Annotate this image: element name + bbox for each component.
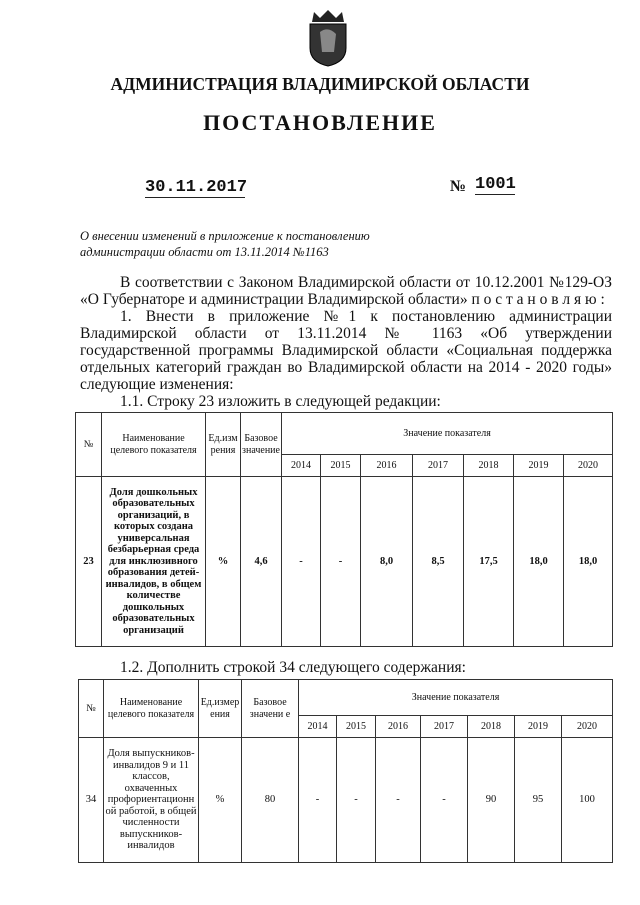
row-base: 80 <box>242 738 299 863</box>
row-value: 100 <box>562 738 613 863</box>
document-subject <box>80 228 370 260</box>
header-values: Значение показателя <box>299 680 613 716</box>
paragraph-2: 1. Внести в приложение №1 к постановлению администрации Владимирской области от 13.11.2014 № 1163 «Об утверждении государственной программы Владимирской области «Социальная поддержка отдельных категорий граждан во Владимирской области на 2014 - 2020 годы» следующие изменения: <box>80 308 612 393</box>
row-value: 18,0 <box>514 477 564 647</box>
row-value: 95 <box>515 738 562 863</box>
row-num: 23 <box>76 477 102 647</box>
organization-name: АДМИНИСТРАЦИЯ ВЛАДИМИРСКОЙ ОБЛАСТИ <box>110 74 530 94</box>
subject-line: О внесении изменений в приложение к постановлению <box>80 229 370 243</box>
row-unit: % <box>206 477 241 647</box>
number-label: № <box>450 178 467 195</box>
document-type: ПОСТАНОВЛЕНИЕ <box>203 110 437 135</box>
subject-line: администрации области от 13.11.2014 №1163 <box>80 245 329 259</box>
row-value: - <box>321 477 361 647</box>
document-body <box>75 274 612 863</box>
year-header: 2020 <box>562 716 613 738</box>
row-value: - <box>299 738 337 863</box>
year-header: 2014 <box>299 716 337 738</box>
row-value: 18,0 <box>564 477 613 647</box>
row-value: - <box>282 477 321 647</box>
row-value: - <box>376 738 421 863</box>
year-header: 2018 <box>468 716 515 738</box>
document-number: 1001 <box>475 175 516 194</box>
row-value: - <box>337 738 376 863</box>
header-base: Базовое значение <box>241 413 282 477</box>
row-value: 17,5 <box>464 477 514 647</box>
document-date: 30.11.2017 <box>145 178 248 197</box>
row-value: 90 <box>468 738 515 863</box>
table-row-23 <box>75 412 613 647</box>
year-header: 2020 <box>564 455 613 477</box>
row-num: 34 <box>79 738 104 863</box>
header-name: Наименование целевого показателя <box>104 680 199 738</box>
section-1-2: 1.2. Дополнить строкой 34 следующего содержания: <box>120 659 466 676</box>
year-header: 2019 <box>515 716 562 738</box>
row-unit: % <box>199 738 242 863</box>
year-header: 2017 <box>413 455 464 477</box>
row-value: - <box>421 738 468 863</box>
row-base: 4,6 <box>241 477 282 647</box>
section-1-1: 1.1. Строку 23 изложить в следующей редакции: <box>120 393 441 410</box>
header-name: Наименование целевого показателя <box>102 413 206 477</box>
header-num: № <box>79 680 104 738</box>
header-unit: Ед.изм рения <box>206 413 241 477</box>
header-values: Значение показателя <box>282 413 613 455</box>
row-name: Доля дошкольных образовательных организаций, в которых создана универсальная безбарьерная среда для инклюзивного образования детей-инвалидов, в общем количестве дошкольных образовательных организаций <box>102 477 206 647</box>
year-header: 2016 <box>361 455 413 477</box>
paragraph-1: В соответствии с Законом Владимирской области от 10.12.2001 №129-ОЗ «О Губернаторе и администрации Владимирской области» п о с т а н о в л я ю : <box>80 274 612 308</box>
row-value: 8,5 <box>413 477 464 647</box>
year-header: 2014 <box>282 455 321 477</box>
year-header: 2017 <box>421 716 468 738</box>
coat-of-arms-icon <box>300 8 356 68</box>
row-value: 8,0 <box>361 477 413 647</box>
header-base: Базовое значени е <box>242 680 299 738</box>
table-row-34 <box>78 679 613 863</box>
row-name: Доля выпускников-инвалидов 9 и 11 классов, охваченных профориентационн ой работой, в общей численности выпускников-инвалидов <box>104 738 199 863</box>
year-header: 2015 <box>337 716 376 738</box>
year-header: 2015 <box>321 455 361 477</box>
header-num: № <box>76 413 102 477</box>
year-header: 2019 <box>514 455 564 477</box>
header-unit: Ед.измер ения <box>199 680 242 738</box>
year-header: 2018 <box>464 455 514 477</box>
year-header: 2016 <box>376 716 421 738</box>
